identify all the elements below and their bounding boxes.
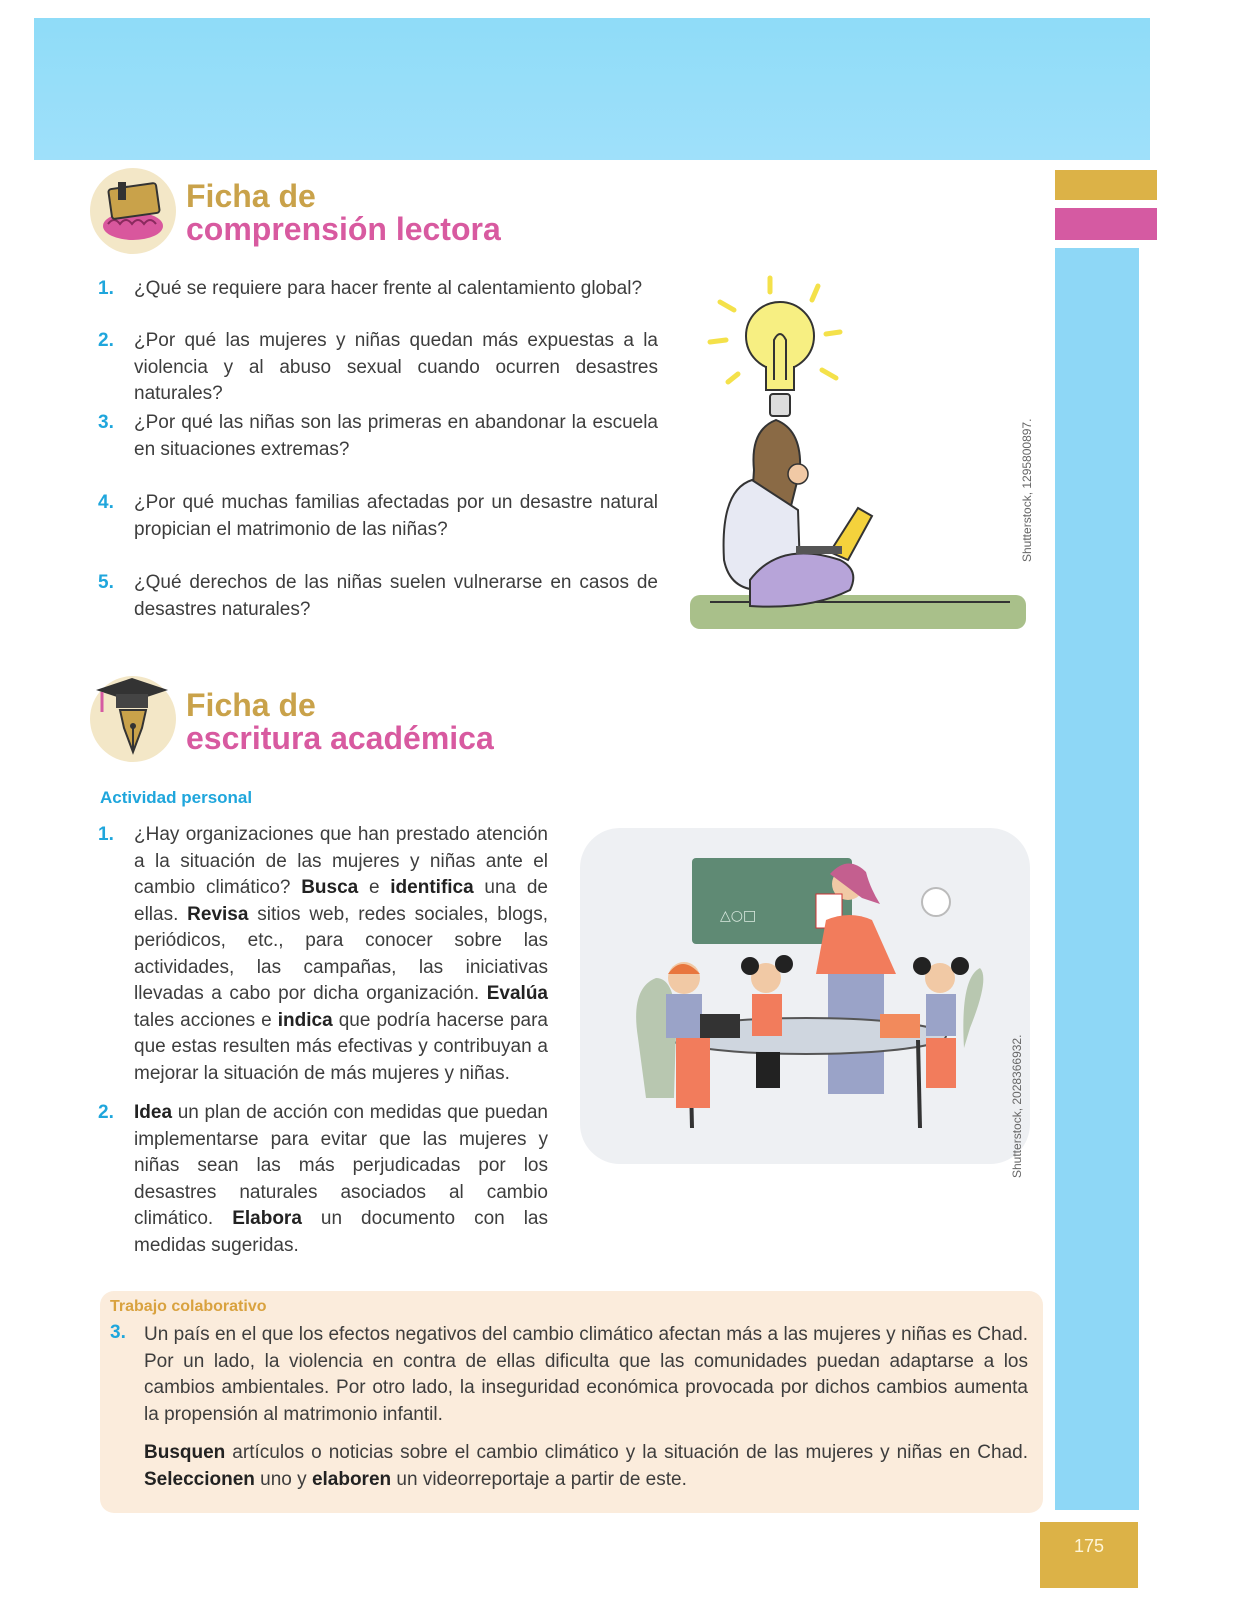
collaborative-paragraph-2: Busquen artículos o noticias sobre el cambio climático y la situación de las mujeres y niñas en Chad. Seleccionen uno y elaboren un videorreportaje a partir de este. [144,1442,1028,1490]
activity-label: Actividad personal [100,788,253,807]
top-color-band [34,18,1150,160]
book-brain-icon [90,168,176,254]
graduation-pen-icon [90,676,176,762]
writing-title-line2: escritura académica [186,720,494,756]
right-color-band [1055,248,1139,1510]
gold-tab [1055,170,1157,200]
reading-title-line1: Ficha de [186,178,316,214]
page-number: 175 [1073,1536,1105,1556]
writing-image-credit: Shutterstock, 2028366932. [1010,1034,1024,1178]
writing-title-line1: Ficha de [186,687,316,723]
reading-title-line2: comprensión lectora [186,211,501,247]
collaborative-label: Trabajo colaborativo [110,1298,267,1315]
reading-image-credit: Shutterstock, 1295800897. [1020,418,1034,562]
pink-tab [1055,208,1157,240]
girl-lightbulb-illustration [690,270,1040,650]
classroom-illustration [580,828,1030,1164]
svg-text:△○□: △○□ [720,908,757,924]
collaborative-paragraph-1: Un país en el que los efectos negativos del cambio climático afectan más a las mujeres y niñas es Chad. Por un lado, la violencia en contra de ellas dificulta que las comunidades puedan adaptarse a los cambios ambientales. Por otro lado, la inseguridad económica provocada por dichos cambios aumenta la propensión al matrimonio infantil. [144,1324,1028,1425]
collaborative-number: 3. [110,1322,126,1343]
